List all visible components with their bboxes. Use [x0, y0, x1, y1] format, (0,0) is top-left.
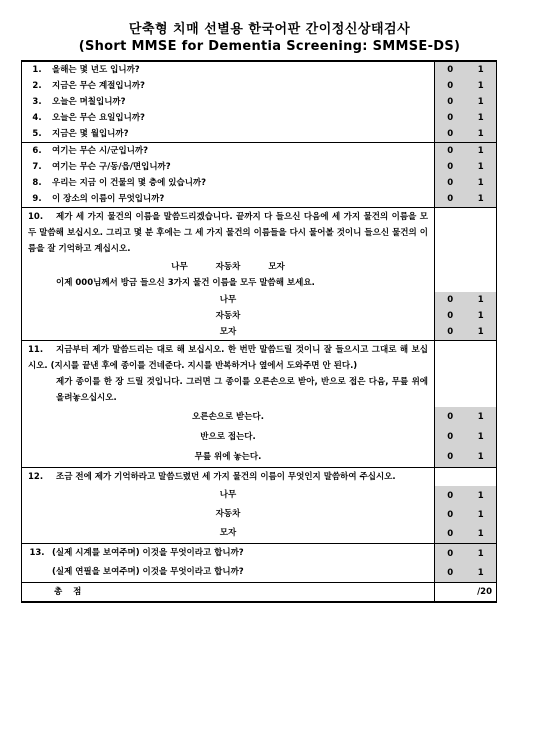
q11-item: 반으로 접는다. — [22, 427, 435, 447]
table-row — [22, 447, 497, 468]
score-cell[interactable]: 0 1 — [435, 61, 497, 78]
score-cell[interactable]: 0 1 — [435, 524, 497, 544]
question-text: (실제 시계를 보여주며) 이것을 무엇이라고 합니까? — [52, 548, 244, 558]
question-number: 8. — [32, 178, 42, 188]
table-row — [22, 341, 497, 408]
question-text: 지금은 무슨 계절입니까? — [52, 81, 145, 91]
score-cell[interactable]: 0 1 — [435, 78, 497, 94]
table-row — [22, 110, 497, 126]
question-text: 지금은 몇 월입니까? — [52, 129, 129, 139]
score-cell[interactable]: 0 1 — [435, 292, 497, 308]
score-cell[interactable]: 0 1 — [435, 110, 497, 126]
table-row — [22, 544, 497, 564]
q12-item: 나무 — [22, 486, 435, 505]
table-row — [22, 324, 497, 341]
score-cell[interactable]: 0 1 — [435, 486, 497, 505]
question-number: 5. — [32, 129, 42, 139]
question-number: 12. — [28, 472, 44, 482]
question-number: 9. — [32, 194, 42, 204]
table-row — [22, 208, 497, 293]
q11-instruction: 11. 지금부터 제가 말씀드리는 대로 해 보십시오. 한 번만 말씀드릴 것이니 잘 들으시고 그대로 해 보십시오. (지시를 끝낸 후에 종이를 건네준다. 지시를 반복하거나 옆에서 도와주면 안 된다.) — [28, 342, 428, 374]
q10-instruction: 10. 제가 세 가지 물건의 이름을 말씀드리겠습니다. 끝까지 다 들으신 다음에 세 가지 물건의 이름을 모두 말씀해 보십시오. 그리고 몇 분 후에는 그 세 가지 물건의 이름들을 다시 물어볼 것이니 들으신 물건의 이름을 잘 기억하고 계십시오. — [28, 209, 428, 257]
total-label: 총 점 — [54, 587, 86, 597]
q11-item: 오른손으로 받는다. — [22, 407, 435, 427]
q12-item: 자동차 — [22, 505, 435, 524]
question-text: (실제 연필을 보여주며) 이것을 무엇이라고 합니까? — [52, 567, 244, 577]
table-row — [22, 61, 497, 78]
title-korean: 단축형 치매 선별용 한국어판 간이정신상태검사 — [128, 22, 411, 37]
score-cell[interactable]: 0 1 — [435, 94, 497, 110]
q11-instruction2: 제가 종이를 한 장 드릴 것입니다. 그러면 그 종이를 오른손으로 받아, 반으로 접은 다음, 무릎 위에 올려놓으십시오. — [56, 377, 428, 403]
q10-word: 나무 — [171, 262, 188, 272]
table-row — [22, 78, 497, 94]
question-text: 우리는 지금 이 건물의 몇 층에 있습니까? — [52, 178, 207, 188]
q10-word: 모자 — [268, 262, 285, 272]
score-cell[interactable]: 0 1 — [435, 191, 497, 208]
question-number: 4. — [32, 113, 42, 123]
table-row — [22, 308, 497, 324]
question-number: 10. — [28, 212, 44, 222]
question-text: 여기는 무슨 구/동/읍/면입니까? — [52, 162, 171, 172]
question-number: 1. — [32, 65, 42, 75]
score-cell[interactable]: 0 1 — [435, 505, 497, 524]
score-cell[interactable]: 0 1 — [435, 427, 497, 447]
question-number: 13. — [29, 548, 45, 558]
question-text: 올해는 몇 년도 입니까? — [52, 65, 140, 75]
q10-followup: 이제 000님께서 방금 들으신 3가지 물건 이름을 모두 말씀해 보세요. — [56, 278, 315, 288]
table-row — [22, 563, 497, 583]
table-row — [22, 486, 497, 505]
question-number: 2. — [32, 81, 42, 91]
table-row — [22, 126, 497, 143]
question-text: 오늘은 며칠입니까? — [52, 97, 126, 107]
question-text: 이 장소의 이름이 무엇입니까? — [52, 194, 165, 204]
score-cell[interactable]: 0 1 — [435, 544, 497, 564]
question-text: 여기는 무슨 시/군입니까? — [52, 146, 149, 156]
question-number: 6. — [32, 146, 42, 156]
table-row — [22, 143, 497, 160]
table-row — [22, 468, 497, 487]
table-row — [22, 505, 497, 524]
table-row — [22, 407, 497, 427]
q12-item: 모자 — [22, 524, 435, 544]
title-english: (Short MMSE for Dementia Screening: SMMSE-DS) — [78, 39, 461, 54]
q12-instruction: 12. 조금 전에 제가 기억하라고 말씀드렸던 세 가지 물건의 이름이 무엇인지 말씀하여 주십시오. — [28, 469, 428, 485]
q10-words — [28, 259, 428, 275]
question-number: 11. — [28, 345, 44, 355]
table-row — [22, 159, 497, 175]
table-row — [22, 292, 497, 308]
score-cell[interactable]: 0 1 — [435, 175, 497, 191]
total-score[interactable]: /20 — [435, 583, 497, 603]
score-cell[interactable]: 0 1 — [435, 159, 497, 175]
q10-item: 모자 — [22, 324, 435, 341]
table-row — [22, 191, 497, 208]
question-number: 7. — [32, 162, 42, 172]
score-cell[interactable]: 0 1 — [435, 143, 497, 160]
mmse-table — [21, 60, 497, 603]
table-row — [22, 94, 497, 110]
q10-word: 자동차 — [215, 262, 241, 272]
q11-item: 무릎 위에 놓는다. — [22, 447, 435, 468]
score-cell[interactable]: 0 1 — [435, 324, 497, 341]
table-row — [22, 427, 497, 447]
table-row — [22, 175, 497, 191]
score-cell[interactable]: 0 1 — [435, 126, 497, 143]
total-row — [22, 583, 497, 603]
question-number: 3. — [32, 97, 42, 107]
score-cell[interactable]: 0 1 — [435, 407, 497, 427]
table-row — [22, 524, 497, 544]
q10-item: 자동차 — [22, 308, 435, 324]
score-cell[interactable]: 0 1 — [435, 447, 497, 468]
score-cell[interactable]: 0 1 — [435, 563, 497, 583]
q10-item: 나무 — [22, 292, 435, 308]
score-cell[interactable]: 0 1 — [435, 308, 497, 324]
question-text: 오늘은 무슨 요일입니까? — [52, 113, 145, 123]
